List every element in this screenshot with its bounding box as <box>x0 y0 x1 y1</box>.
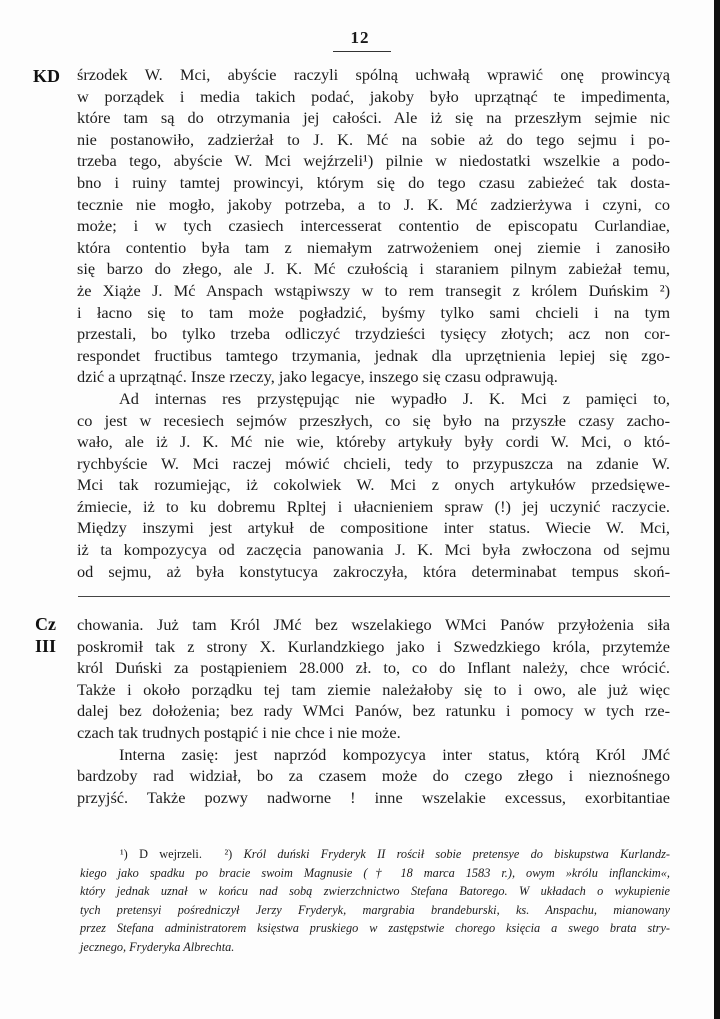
text-line: tecznie nie mogło, jakoby potrzeba, a to J. K. Mć zadzierżywa i czyni, co <box>77 194 670 214</box>
footnote-line <box>80 845 670 864</box>
text-line: śrzodek W. Mci, abyście raczyli spólną uchwałą wprawić onę prowincyą <box>77 65 670 84</box>
scan-edge <box>714 0 720 1019</box>
text-line: Także i około porządku tej tam ziemie należałoby się to i owo, ale już więc <box>77 679 670 699</box>
text-line: się barzo do złego, ale J. K. Mć czułością i staraniem pilnym zabieżał temu, <box>77 259 670 279</box>
text-line: chowania. Już tam Król JMć bez wszelakiego WMci Panów przyłożenia siła <box>77 615 670 634</box>
text-line: trzeba tego, abyście W. Mci wejźrzeli¹) pilnie w niedostatki wszelkie a podo- <box>77 151 670 171</box>
text-line: poskromił tak z strony X. Kurlandzkiego jako i Szwedzkiego króla, przytemże <box>77 636 670 656</box>
footnote-2-marker: ²) <box>224 847 233 861</box>
text-line: król Duński za postąpieniem 28.000 zł. to, co do Inflant należy, chce wrócić. <box>77 658 670 678</box>
paragraph-start: Ad internas res przystępując nie wypadło J. K. Mci z pamięci to, <box>119 388 670 408</box>
text-line: dzić a uprzątnąć. Insze rzeczy, jako legacye, inszego się czasu odprawują. <box>77 367 558 387</box>
text-line: wało, ale iż J. K. Mć nie wie, któreby artykuły były cordi W. Mci, o któ- <box>77 432 670 452</box>
footnote-2-text: Król duński Fryderyk II rościł sobie pretensye do biskupstwa Kurlandz- <box>243 847 670 861</box>
text-line: rychbyście W. Mci raczej mówić chcieli, tedy to przypuszcza na zdanie W. <box>77 453 670 473</box>
text-line: nie postanowiło, zadzierżał to J. K. Mć na sobie aż do tego sejmu i po- <box>77 129 670 149</box>
text-line: które tam są do otrzymania jej całości. Ale iż się na przeszłym sejmie nic <box>77 108 670 128</box>
text-line: może; i w tych czasiech intercesserat contentio de episcopatu Curlandiae, <box>77 216 670 236</box>
text-line: Między inszymi jest artykuł de compositione inter status. Wiecie W. Mci, <box>77 518 670 538</box>
footnote-line: jecznego, Fryderyka Albrechta. <box>80 939 235 954</box>
main-text-part-2 <box>77 614 670 808</box>
text-line: i łacno się to tam może pogładzić, byśmy tylko sami chcieli i na tym <box>77 302 670 322</box>
paragraph-start: Interna zasię: jest naprzód kompozycya inter status, którą Król JMć <box>119 744 670 764</box>
text-line: iż ta kompozycya od zaczęcia panowania J. K. Mci była zwłoczona od sejmu <box>77 540 670 560</box>
text-line: bno i ruiny tamtej prowincyi, którym się do tego czasu zabieżeć tak dosta- <box>77 172 670 192</box>
footnote-line: przez Stefana administratorem księstwa pruskiego w zastępstwie chorego księcia a swego brata stry- <box>80 921 670 935</box>
text-line: w porządek i media takich podać, jakoby było uprzątnąć te impedimenta, <box>77 86 670 106</box>
footnote-1-text: D wejrzeli. <box>139 847 202 861</box>
footnote-1-marker: ¹) <box>120 847 128 861</box>
margin-note-iii: III <box>35 636 57 656</box>
text-line: bardzoby rad widział, bo za czasem może do czego złego i nieznośnego <box>77 766 670 786</box>
text-line: przestali, bo tylko trzeba odliczyć trzydzieści tysięcy złotych; acz non cor- <box>77 324 670 344</box>
footnote-line: tych pretensyi pośredniczył Jerzy Fryderyk, margrabia brandeburski, ks. Anspachu, mianowany <box>80 902 670 917</box>
text-line: od sejmu, aż była konstytucya zakroczyła, która determinabat tempus skoń- <box>77 561 670 581</box>
text-line: że Xiąże J. Mć Anspach wstąpiwszy w to rem transegit z królem Duńskim ²) <box>77 280 670 300</box>
section-divider <box>78 596 670 597</box>
text-line: co jest w recesiech sejmów przeszłych, co się było na przyszłe czasy zacho- <box>77 410 670 430</box>
footnote-line: kiego jako spadku po bracie swoim Magnusie († 18 marca 1583 r.), owym »królu inflanckim«, <box>80 865 670 880</box>
margin-note-kd: KD <box>33 66 60 86</box>
page-number-rule <box>333 51 391 52</box>
text-line: źmiecie, iż to ku dobremu Rpltej i ułacnieniem spraw (!) jej uczynić raczycie. <box>77 496 670 516</box>
page-number: 12 <box>350 28 370 47</box>
footnotes <box>80 845 670 956</box>
footnote-line: który jednak uznał w końcu nad sobą zwierzchnictwo Stefana Batorego. W układach o wykupienie <box>80 884 670 898</box>
text-line: dalej bez dołożenia; bez rady WMci Panów, bez ratunku i pomocy w tych rze- <box>77 701 670 721</box>
main-text-part-1 <box>77 64 670 582</box>
text-line: czach tak trudnych postąpić i nie chce i nie może. <box>77 722 401 742</box>
text-line: która contentio była tam z niemałym zatrwożeniem onej ziemie i zanosiło <box>77 237 670 257</box>
text-line: respondet fructibus tamtego trzymania, jednak dla uprzętnienia lepiej się zgo- <box>77 345 670 365</box>
text-line: przyjść. Także pozwy nadworne ! inne wszelakie excessus, exorbitantiae <box>77 787 670 807</box>
text-line: Mci tak rozumiejąc, iż cokolwiek W. Mci z onych artykułów przedsięwe- <box>77 475 670 495</box>
margin-note-cz: Cz <box>35 614 56 634</box>
